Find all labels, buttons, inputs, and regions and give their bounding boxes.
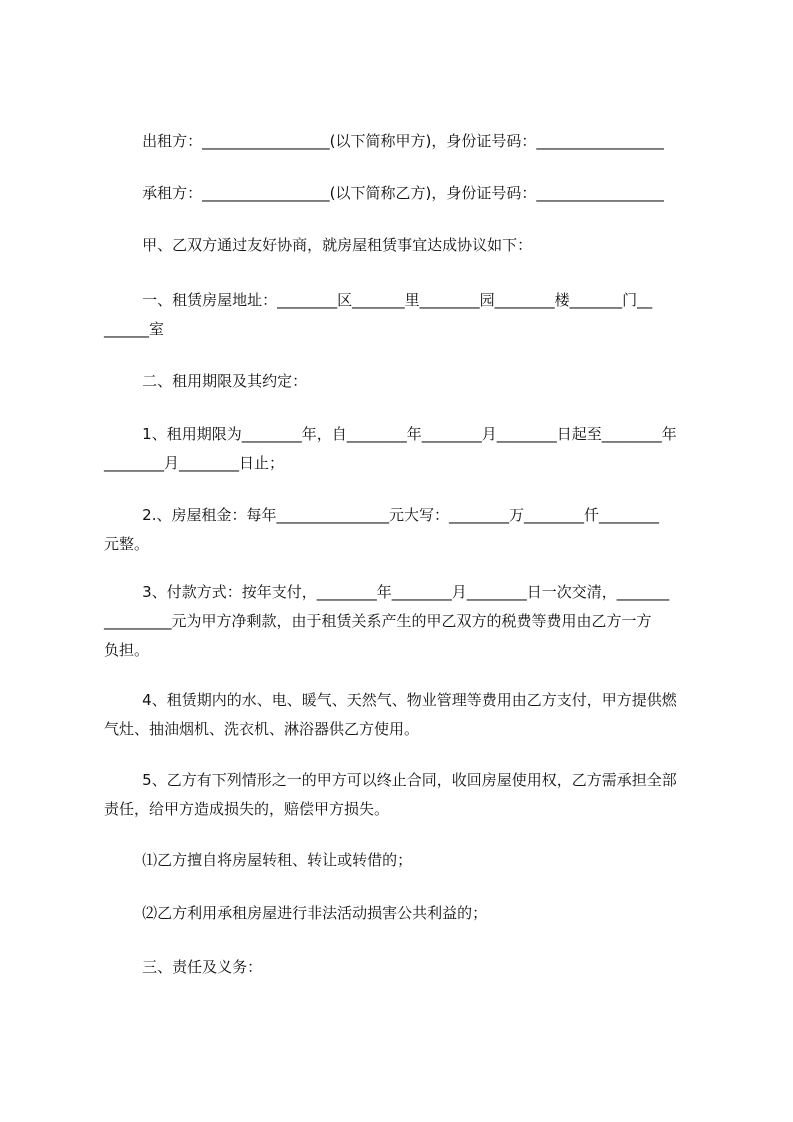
section-1-address: 一、租赁房屋地址：________区_______里________园________楼_______门__ ______室 <box>104 291 653 338</box>
clause-2-2-rent: 2.、房屋租金：每年_______________元大写：________万________仟________ 元整。 <box>104 506 659 553</box>
clause-2-5-termination: 5、乙方有下列情形之一的甲方可以终止合同，收回房屋使用权，乙方需承担全部 责任，给甲方造成损失的，赔偿甲方损失。 <box>104 771 677 818</box>
clause-2-3-payment: 3、付款方式：按年支付，________年________月________日一次交清，_______ _________元为甲方净剩款，由于租赁关系产生的甲乙双方的税费等费用由乙方一方 负担。 <box>104 583 670 659</box>
clause-2-4-utilities: 4、租赁期内的水、电、暖气、天然气、物业管理等费用由乙方支付，甲方提供燃 气灶、抽油烟机、洗衣机、淋浴器供乙方使用。 <box>104 691 677 738</box>
lessor-line: 出租方：_________________(以下简称甲方)，身份证号码：_________________ <box>104 132 664 150</box>
section-3-heading: 三、责任及义务： <box>104 958 263 976</box>
clause-2-5-item-2: ⑵乙方利用承租房屋进行非法活动损害公共利益的； <box>104 904 488 922</box>
section-2-heading: 二、租用期限及其约定： <box>104 372 308 390</box>
lessee-line: 承租方：_________________(以下简称乙方)，身份证号码：_________________ <box>104 184 664 202</box>
clause-2-5-item-1: ⑴乙方擅自将房屋转租、转让或转借的； <box>104 851 413 869</box>
intro-paragraph: 甲、乙双方通过友好协商，就房屋租赁事宜达成协议如下： <box>104 236 533 254</box>
clause-2-1-term: 1、租用期限为________年，自________年________月________日起至________年 ________月________日止； <box>104 425 677 472</box>
